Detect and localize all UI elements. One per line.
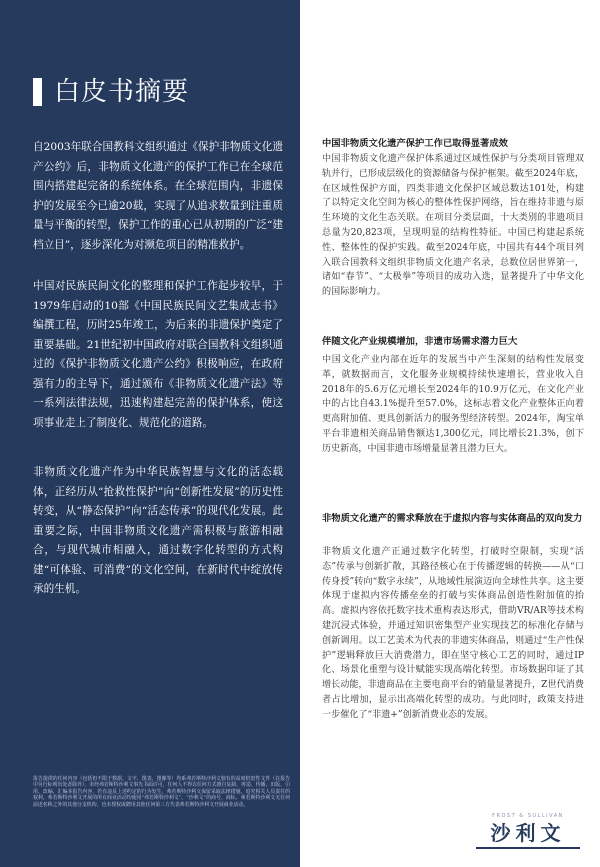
left-paragraph-3: 非物质文化遗产作为中华民族智慧与文化的活态载体，正经历从“抢救性保护”向“创新性发展”的历史性转变，从“静态保护”向“活态传承”的现代化发展。此重要之际，中国非物质文化遗产需积极与旅游相融合，与现代城市相融入，通过数字化转型的方式构建“可体验、可消费”的文化空间，在新时代中绽放传承的生机。 [33, 466, 283, 595]
logo-english-text: FROST & SULLIVAN [492, 813, 564, 819]
left-paragraph-2: 中国对民族民间文化的整理和保护工作起步较早，于1979年启动的10部《中国民族民间文艺集成志书》编撰工程，历时25年竣工，为后来的非遗保护奠定了重要基础。21世纪初中国政府对联合国教科文组织通过的《保护非物质文化遗产公约》积极响应，在政府强有力的主导下，通过颁布《非物质文化遗产法》等一系列法律法规，迅速构建起完善的保护体系，使这项事业走上了制度化、规范化的道路。 [33, 280, 283, 429]
left-paragraph-1: 自2003年联合国教科文组织通过《保护非物质文化遗产公约》后，非物质文化遗产的保护工作已在全球范围内搭建起完备的系统体系。在全球范围内，非遗保护的发展至今已逾20载，实现了从追求数量到注重质量与平衡的转型，保护工作的重心已从初期的广泛“建档立目”，逐步深化为对濒危项目的精准救护。 [33, 141, 283, 251]
section-heading-1: 中国非物质文化遗产保护工作已取得显著成效 [322, 138, 508, 149]
frost-sullivan-logo [476, 812, 580, 856]
title-accent-bar [33, 78, 42, 106]
logo-underline [476, 847, 580, 849]
logo-chinese-text: 沙利文 [490, 821, 566, 845]
section-body-3: 非物质文化遗产正通过数字化转型，打破时空限制，实现“活态”传承与创新扩散，其路径核心在于传播逻辑的转换——从“口传身授”转向“数字永续”，从地域性展演迈向全球性共享。这主要体现于虚拟内容传播垒垒的打破与实体商品创造性附加值的抬高。虚拟内容依托数字技术重构表达形式，借助VR/AR等技术构建沉浸式体验，并通过知识密集型产业实现技艺的标准化存储与创新调用。以工艺美术为代表的非遗实体商品，则通过“生产性保护”逻辑释放巨大消费潜力，即在坚守核心工艺的同时，通过IP化、场景化重塑与设计赋能实现高端化转型。市场数据印证了其增长动能，非遗商品在主要电商平台的销量显著提升，Z世代消费者占比增加，显示出高端化转型的成功。与此同时，政策支持进一步催化了“非遗+”创新消费业态的发展。 [322, 547, 584, 720]
section-heading-2: 伴随文化产业规模增加，非遗市场需求潜力巨大 [322, 336, 518, 347]
section-body-2: 中国文化产业内部在近年的发展当中产生深刻的结构性发展变革，就数据而言，文化服务业规模持续快速增长，营业收入自2018年的5.6万亿元增长至2024年的10.9万亿元，在文化产业中的占比自43.1%提升至57.0%，这标志着文化产业整体正向着更高附加值、更具创新活力的服务型经济转型。2024年，淘宝单平台非遗相关商品销售额达1,300亿元，同比增长21.3%，创下历史新高，中国非遗市场增量显著且潜力巨大。 [322, 355, 584, 454]
section-heading-3: 非物质文化遗产的需求释放在于虚拟内容与实体商品的双向发力 [322, 513, 583, 524]
section-body-1: 中国非物质文化遗产保护体系通过区域性保护与分类项目管理双轨并行，已形成层级化的资源储备与保护框架。截至2024年底，在区域性保护方面，四类非遗文化保护区域总数达101处，构建了以特定文化空间为核心的整体性保护网络，旨在维持非遗与原生环境的文化生态关联。在项目分类层面，十大类别的非遗项目总量为20,823项，呈现明显的结构性特征。中国已构建起系统性、整体性的保护实践。截至2024年底，中国共有44个项目列入联合国教科文组织非物质文化遗产名录，总数位居世界第一，诸如“春节”、“太极拳”等项目的成功入选，显著提升了中华文化的国际影响力。 [322, 154, 584, 298]
page-title-block [33, 76, 189, 108]
page-title: 白皮书摘要 [54, 77, 190, 107]
disclaimer-text: 报告提供的任何内容（包括但不限于数据、文字、图表、图像等）均系弗若斯特沙利文独有的高度机密性文件（在报告中另行标明出处者除外）。未经弗若斯特沙利文事先书面许可，任何人不得以任何方式擅自复制、再造、传播、出版、引用、改编、汇编本报告内容，若有违反上述约定的行为发生，弗若斯特沙利文保留采取法律措施、追究相关人员责任的权利。弗若斯特沙利文开展的所有商业活动均使用“弗若斯特沙利文”、“沙利文”的商号、商标，弗若斯特沙利文无任何前述名称之外的其他分支机构，也未授权或聘用其他任何第三方代表弗若斯特沙利文开展商业活动。 [33, 776, 290, 808]
